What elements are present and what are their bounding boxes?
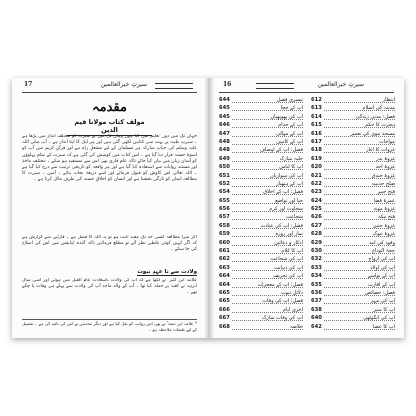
toc-entry	[311, 240, 395, 248]
toc-entry	[219, 181, 303, 189]
toc-entry-title: آپ کی شجاعت	[270, 256, 303, 263]
toc-entry-title: آپ کی انگوٹھی	[363, 315, 395, 322]
toc-entry-title: اذکار و دعائیں	[274, 239, 303, 246]
toc-column-left	[219, 97, 303, 332]
toc-entry-title: آپ کی پھوپھیاں	[270, 113, 303, 120]
toc-entry-title: آپ کے موالی	[276, 130, 303, 137]
toc-page-number: 664	[219, 273, 230, 280]
toc-page-number: 659	[219, 231, 230, 238]
toc-entry-title: آپ کی مہر	[370, 298, 395, 305]
toc-page-number: 650	[219, 164, 230, 171]
toc-entry-title: ہجرت کا حکم	[365, 122, 395, 129]
toc-entry-title: آپ کے کاتبین	[276, 138, 303, 145]
body-paragraph: جہاں تک میں دور ِ تعلیم میں گیا ہوں وہاں تک میں نے سیرت کو مختلف انداز میں پڑھا ہے ۔ سیرتِ طیبہ پر بہت سی کتابیں لکھی گئی ہیں اور ہر ایک کا اپنا انداز ہے ۔ آپ صلی اللہ علیہ وسلم کی حیاتِ مبارکہ ہر مسلمان کے لیے مشعلِ راہ ہے اور قرآنِ کریم میں آپ کو اسوۂ حسنہ قرار دیا گیا ہے ۔ اس کتاب میں کوشش کی گئی ہے کہ سیرت کے تمام پہلوؤں کو آسان زبان میں بیان کیا جائے تاکہ عام قاری بھی اس سے مستفید ہو سکے ۔ مختلف ماخذ اور مستند روایات سے استفادہ کیا گیا ہے اور ہر واقعہ کو تاریخی ترتیب سے درج کیا گیا ہے ۔ اللہ تعالیٰ اس کاوش کو قبول فرمائے اور اسے ذریعۂ نجات بنائے ۔ آمین ۔ سیرت کا مطالعہ ایمان کو تازگی بخشتا ہے اور انسان کو اخلاقِ حسنہ کی طرف مائل کرتا ہے ۔	[22, 134, 197, 183]
left-page	[12, 78, 207, 338]
toc-page-number: 624	[311, 197, 322, 204]
toc-entry-title: حیا اور تواضع	[275, 197, 303, 204]
toc-entry	[219, 147, 303, 155]
toc-entry	[219, 265, 303, 273]
toc-page-number: 644	[219, 97, 230, 103]
toc-page-number: 660	[219, 239, 230, 246]
toc-entry	[219, 97, 303, 105]
toc-entry	[311, 324, 395, 332]
right-page-header	[219, 81, 394, 91]
toc-entry-title: فصل: آپ کے اخلاق	[263, 189, 303, 196]
toc-entry-title: خلاصہ	[289, 323, 303, 330]
toc-page-number: 638	[311, 306, 322, 313]
toc-page-number: 615	[311, 122, 322, 129]
toc-entry-title: آپ کی وفات مبارک	[261, 315, 303, 322]
toc-page-number: 661	[219, 248, 230, 255]
toc-entry	[219, 131, 303, 139]
body-paragraph: علامہ ابن کثیر ؒ نے لکھا ہے کہ آپ کی ولادت باسعادت عام الفیل میں ہوئی اور اسی سال ابرہہ نے کعبہ پر حملہ کیا تھا ۔ آپ کے والد ماجد آپ کی ولادت سے پہلے ہی وفات پا چکے تھے ۔	[22, 278, 197, 296]
toc-entry	[219, 164, 303, 172]
toc-column-right	[311, 97, 395, 332]
toc-page-number: 646	[219, 122, 230, 129]
toc-entry-title: فتح مکہ	[377, 214, 395, 221]
toc-page-number: 668	[219, 323, 230, 330]
toc-entry	[219, 173, 303, 181]
toc-entry-title: آپ کی ازواج	[368, 256, 395, 263]
toc-page-number: 633	[311, 264, 322, 271]
toc-page-number: 614	[311, 113, 322, 120]
toc-entry-title: وفود کی آمد	[368, 239, 395, 246]
toc-entry-title: نماز اور روزہ	[275, 231, 303, 238]
toc-entry-title: فصل: خصائص	[364, 289, 395, 296]
toc-entry	[219, 273, 303, 281]
toc-entry	[219, 189, 303, 197]
toc-entry-title: آپ کے خدام	[278, 122, 303, 129]
toc-entry-title: آخری ایام	[282, 306, 303, 313]
toc-entry	[311, 198, 395, 206]
toc-entry	[219, 206, 303, 214]
page-number: 17	[24, 81, 33, 88]
toc-entry	[219, 231, 303, 239]
toc-entry-title: انتظار	[382, 97, 395, 103]
toc-page-number: 628	[311, 231, 322, 238]
toc-entry-title: فتح خیبر	[377, 189, 395, 196]
toc-entry-title: دلائلِ نبوت	[280, 289, 303, 296]
toc-page-number: 657	[219, 214, 230, 221]
toc-page-number: 630	[311, 248, 322, 255]
toc-entry-title: غزوۂ بدر	[376, 155, 395, 162]
toc-entry	[311, 307, 395, 315]
header-rule	[219, 92, 394, 93]
toc-entry-title: آپ کے نواسے	[367, 273, 395, 280]
toc-page-number: 616	[311, 130, 322, 137]
page-number: 16	[223, 81, 232, 88]
toc-entry	[311, 290, 395, 298]
toc-page-number: 617	[311, 138, 322, 145]
toc-entry	[219, 290, 303, 298]
toc-entry	[311, 315, 395, 323]
toc-page-number: 665	[219, 289, 230, 296]
toc-entry	[311, 181, 395, 189]
toc-entry	[311, 214, 395, 222]
toc-page-number: 634	[311, 273, 322, 280]
toc-entry	[219, 223, 303, 231]
author-line: مولف کتاب مولانا قیم الدین	[67, 118, 152, 136]
toc-entry	[311, 206, 395, 214]
toc-page-number: 635	[311, 281, 322, 288]
toc-entry	[311, 156, 395, 164]
header-rule	[22, 92, 197, 93]
toc-page-number: 645	[219, 105, 230, 112]
toc-entry-title: آپ کا عصا	[372, 323, 395, 330]
toc-entry-title: عمرۂ قضا	[373, 197, 395, 204]
toc-entry	[311, 97, 395, 105]
toc-entry-title: فصل: آپ کی وفات	[262, 298, 303, 305]
toc-page-number: 665	[219, 298, 230, 305]
toc-entry-title: مسجد نبوی کی تعمیر	[350, 130, 395, 137]
toc-entry	[311, 173, 395, 181]
toc-page-number: 618	[311, 147, 322, 154]
toc-page-number: 645	[219, 113, 230, 120]
footnote-rule	[22, 319, 197, 320]
toc-entry-title: غزوۂ خندق	[371, 172, 395, 179]
toc-entry	[311, 105, 395, 113]
toc-entry	[311, 298, 395, 306]
toc-page-number: 621	[311, 172, 322, 179]
toc-page-number: 622	[311, 180, 322, 187]
toc-entry	[219, 139, 303, 147]
section-heading: ولادت سے تا عہدِ نبوت	[137, 269, 197, 275]
toc-entry-title: آپ کے ہتھیار	[276, 180, 303, 187]
toc-entry-title: غزوۂ حنین	[372, 222, 395, 229]
toc-entry	[219, 214, 303, 222]
toc-entry-title: حجۃ الوداع	[372, 248, 395, 255]
toc-page-number: 648	[219, 147, 230, 154]
toc-entry-title: غزوۂ موتہ	[373, 206, 395, 213]
chapter-heading: مقدمہ	[92, 100, 127, 115]
toc-entry	[311, 223, 395, 231]
toc-entry-title: غزوۂ احد	[375, 164, 395, 171]
toc-entry-title: غزوات کا آغاز	[366, 147, 395, 154]
toc-entry	[311, 248, 395, 256]
toc-page-number: 623	[311, 189, 322, 196]
toc-entry	[311, 131, 395, 139]
toc-page-number: 662	[219, 256, 230, 263]
toc-entry-title: مواخات	[379, 138, 395, 145]
toc-entry-title: آپ کا منبر	[373, 306, 395, 313]
header-ornament	[256, 83, 294, 89]
toc-page-number: 664	[219, 281, 230, 288]
toc-entry-title: فصل: آپ کے معجزات	[257, 281, 303, 288]
toc-entry	[219, 315, 303, 323]
toc-entry	[219, 105, 303, 113]
toc-entry	[219, 248, 303, 256]
toc-entry	[311, 147, 395, 155]
toc-entry	[219, 307, 303, 315]
toc-page-number: 632	[311, 256, 322, 263]
toc-page-number: 658	[219, 222, 230, 229]
toc-entry	[219, 198, 303, 206]
toc-page-number: 613	[311, 105, 322, 112]
toc-page-number: 651	[219, 172, 230, 179]
running-title: سیرتِ خیرالعالمین	[100, 81, 147, 88]
toc-entry-title: فصل: آپ کے اوصاف	[259, 147, 303, 154]
toc-page-number: 637	[311, 298, 322, 305]
toc-page-number: 663	[219, 264, 230, 271]
toc-entry-title: فصل: مدنی زندگی	[355, 113, 395, 120]
toc-entry	[219, 282, 303, 290]
toc-page-number: 636	[311, 289, 322, 296]
toc-entry	[311, 256, 395, 264]
toc-entry-title: آپ کے اقارب	[367, 281, 395, 288]
toc-entry-title: غزوۂ تبوک	[372, 231, 395, 238]
toc-page-number: 667	[219, 315, 230, 322]
header-ornament	[155, 83, 193, 89]
toc-entry-title: آپ کا لباس	[279, 164, 303, 171]
toc-entry	[311, 122, 395, 130]
toc-entry	[219, 324, 303, 332]
toc-page-number: 666	[219, 306, 230, 313]
toc-page-number: 648	[219, 138, 230, 145]
toc-entry-title: صلح حدیبیہ	[371, 180, 395, 187]
toc-entry	[311, 139, 395, 147]
toc-page-number: 627	[311, 222, 322, 229]
toc-entry	[219, 240, 303, 248]
toc-page-number: 626	[311, 214, 322, 221]
toc-entry	[219, 114, 303, 122]
toc-page-number: 654	[219, 189, 230, 196]
left-page-header	[22, 81, 197, 91]
toc-entry	[311, 273, 395, 281]
toc-entry	[311, 231, 395, 239]
toc-entry-title: حلیہ مبارک	[279, 155, 303, 162]
toc-page-number: 640	[311, 315, 322, 322]
toc-entry	[219, 298, 303, 306]
toc-page-number: 655	[219, 197, 230, 204]
open-book	[12, 78, 404, 338]
toc-entry	[311, 282, 395, 290]
running-title: سیرتِ خیرالعالمین	[317, 81, 364, 88]
toc-entry-title: آپ کی اولاد	[370, 264, 395, 271]
toc-entry-title: آپ کی ذہانت	[274, 264, 303, 271]
toc-entry-title: مدینہ کی اسلام	[362, 105, 395, 112]
toc-entry-title: سخاوت اور کرم	[269, 206, 303, 213]
toc-entry	[311, 265, 395, 273]
toc-page-number: 656	[219, 206, 230, 213]
toc-entry	[219, 256, 303, 264]
toc-entry-title: تیسری فصل	[276, 97, 303, 103]
toc-page-number: 642	[311, 323, 322, 330]
toc-page-number: 612	[311, 97, 322, 103]
right-page	[209, 78, 404, 338]
toc-page-number: 625	[311, 206, 322, 213]
toc-entry	[311, 114, 395, 122]
book-spine	[204, 78, 214, 338]
toc-entry	[311, 189, 395, 197]
toc-page-number: 620	[311, 164, 322, 171]
toc-entry-title: شجاعت	[286, 214, 303, 221]
toc-page-number: 649	[219, 155, 230, 162]
toc-entry-title: آپ کا کلام	[281, 248, 303, 255]
toc-entry-title: آپ کی تحریف	[273, 273, 303, 280]
footnote: * علامہ ابن سعد ؒ نے بھی اس روایت کو نقل کیا ہے اور دیگر محدثین نے اس کی تائید کی ہے ۔ تفصیل کے لیے طبقات ملاحظہ ہو ۔	[22, 321, 197, 332]
toc-entry-title: فصل: آپ کی عبادت	[260, 222, 303, 229]
body-paragraph: اگر میرا مطالعہ کسی حد تک مفید ثابت ہو تو یہ اللہ کا فضل ہے ۔ قارئین سے گزارش ہے کہ اگر کہیں کوئی غلطی نظر آئے تو مطلع فرمائیں تاکہ آئندہ ایڈیشن میں اس کی اصلاح کی جا سکے ۔	[22, 235, 197, 253]
toc-entry	[311, 164, 395, 172]
toc-entry	[219, 122, 303, 130]
toc-page-number: 619	[311, 155, 322, 162]
toc-page-number: 629	[311, 239, 322, 246]
toc-entry	[219, 156, 303, 164]
toc-entry-title: آپ کے چچا	[280, 105, 303, 112]
toc-page-number: 652	[219, 180, 230, 187]
toc-entry-title: آپ کی سواریاں	[270, 172, 303, 179]
toc-page-number: 647	[219, 130, 230, 137]
